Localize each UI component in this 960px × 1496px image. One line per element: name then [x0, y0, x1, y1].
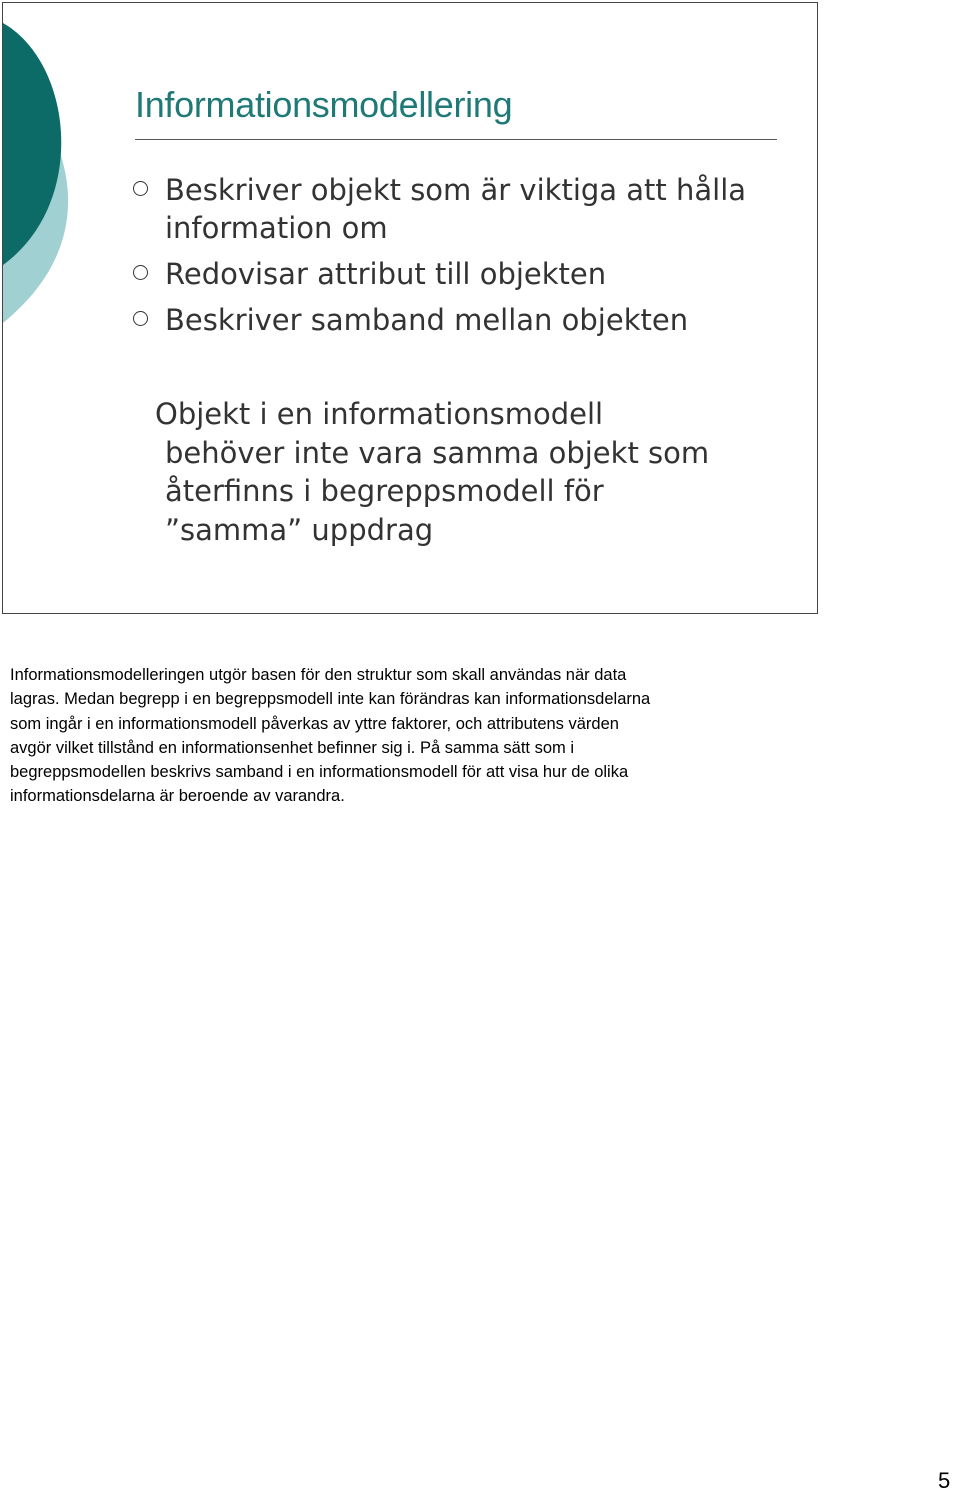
bullet-item — [133, 255, 793, 293]
slide-note — [155, 395, 795, 549]
note-line: behöver inte vara samma objekt som — [165, 435, 710, 470]
speaker-notes — [10, 663, 820, 809]
notes-line: avgör vilket tillstånd en informationsenhet befinner sig i. På samma sätt som i — [10, 738, 575, 757]
slide — [2, 2, 818, 614]
bullet-item — [133, 171, 793, 247]
circle-bullet-icon — [133, 181, 148, 196]
bullet-text: Beskriver objekt som är viktiga att hålla information om — [165, 173, 747, 245]
notes-line: som ingår i en informationsmodell påverkas av yttre faktorer, och attributens värden — [10, 714, 619, 733]
page-number: 5 — [938, 1468, 951, 1493]
note-line: ”samma” uppdrag — [165, 512, 434, 547]
title-divider — [135, 139, 777, 140]
bullet-text: Redovisar attribut till objekten — [165, 257, 607, 291]
bullet-list — [133, 171, 793, 347]
slide-title: Informationsmodellering — [135, 84, 513, 125]
circle-bullet-icon — [133, 265, 148, 280]
notes-line: informationsdelarna är beroende av varandra. — [10, 787, 345, 806]
notes-line: begreppsmodellen beskrivs samband i en informationsmodell för att visa hur de olika — [10, 763, 629, 782]
notes-line: Informationsmodelleringen utgör basen för den struktur som skall användas när data — [10, 666, 627, 684]
circle-bullet-icon — [133, 311, 148, 326]
bullet-text: Beskriver samband mellan objekten — [165, 303, 689, 337]
slide-decoration — [3, 3, 103, 343]
bullet-item — [133, 301, 793, 339]
notes-line: lagras. Medan begrepp i en begreppsmodell inte kan förändras kan informationsdelarna — [10, 690, 651, 709]
note-line: återfinns i begreppsmodell för — [165, 474, 604, 508]
note-line: Objekt i en informationsmodell — [155, 397, 604, 431]
